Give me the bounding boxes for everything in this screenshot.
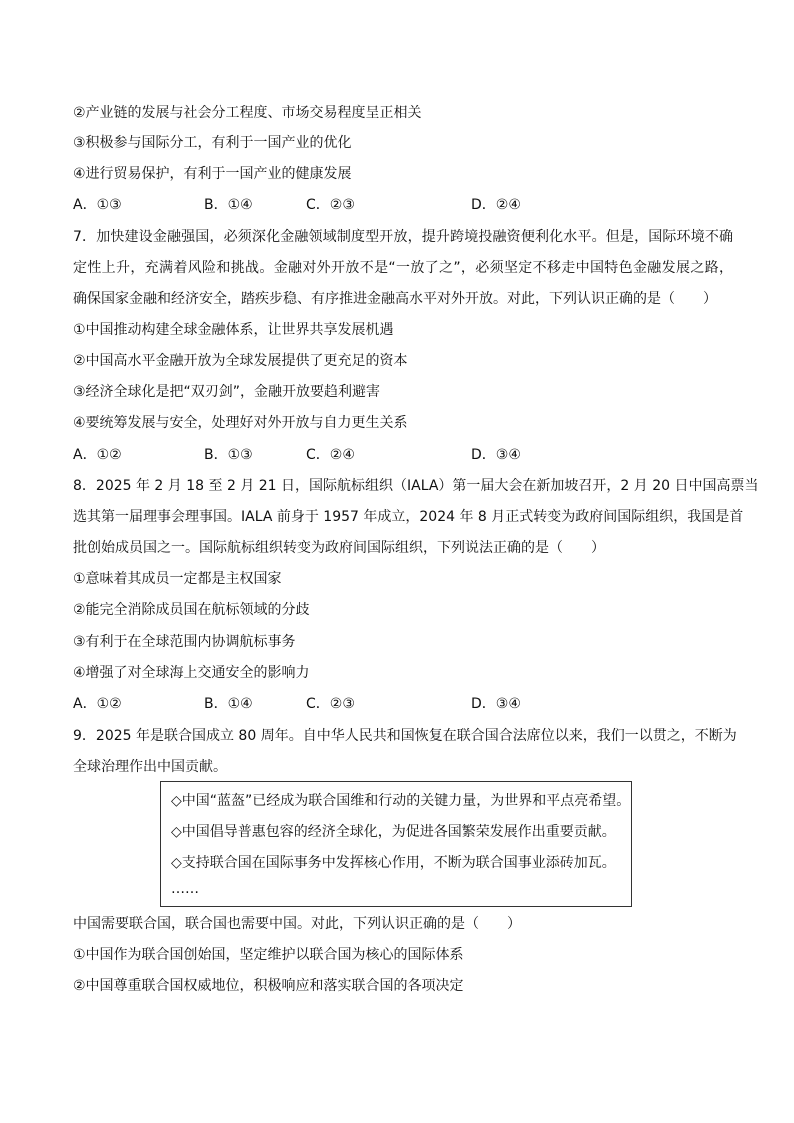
- q7-option-d: D．③④: [471, 447, 521, 463]
- q8-statement-4: ④增强了对全球海上交通安全的影响力: [73, 665, 310, 681]
- q7-option-c: C．②④: [306, 447, 355, 463]
- q8-option-d: D．③④: [471, 696, 521, 712]
- prev-option-c: C．②③: [306, 197, 355, 213]
- q9-statement-1: ①中国作为联合国创始国，坚定维护以联合国为核心的国际体系: [73, 947, 464, 963]
- q8-option-b: B．①④: [204, 696, 253, 712]
- q9-box-ellipsis: ……: [171, 881, 199, 897]
- q7-option-a: A．①②: [73, 447, 122, 463]
- q9-question-line: 中国需要联合国，联合国也需要中国。对此，下列认识正确的是（ ）: [73, 916, 521, 932]
- q9-box-line-1: ◇中国“蓝盔”已经成为联合国维和行动的关键力量，为世界和平点亮希望。: [171, 793, 631, 809]
- prev-statement-2: ②产业链的发展与社会分工程度、市场交易程度呈正相关: [73, 105, 422, 121]
- prev-statement-4: ④进行贸易保护，有利于一国产业的健康发展: [73, 166, 352, 182]
- q8-statement-1: ①意味着其成员一定都是主权国家: [73, 571, 282, 587]
- q8-stem-line-2: 选其第一届理事会理事国。IALA 前身于 1957 年成立，2024 年 8 月正式转变为政府间国际组织，我国是首: [73, 509, 744, 525]
- q8-statement-2: ②能完全消除成员国在航标领域的分歧: [73, 602, 310, 618]
- q8-stem-line-3: 批创始成员国之一。国际航标组织转变为政府间国际组织，下列说法正确的是（ ）: [73, 540, 605, 556]
- q8-statement-3: ③有利于在全球范围内协调航标事务: [73, 634, 296, 650]
- prev-option-d: D．②④: [471, 197, 521, 213]
- q9-statement-2: ②中国尊重联合国权威地位，积极响应和落实联合国的各项决定: [73, 978, 464, 994]
- q9-stem-line-1: 9．2025 年是联合国成立 80 周年。自中华人民共和国恢复在联合国合法席位以来，我们一以贯之，不断为: [73, 728, 737, 744]
- q9-box-line-2: ◇中国倡导普惠包容的经济全球化，为促进各国繁荣发展作出重要贡献。: [171, 824, 616, 840]
- q7-stem-line-3: 确保国家金融和经济安全，踏疾步稳、有序推进金融高水平对外开放。对此，下列认识正确的是（ ）: [73, 291, 717, 307]
- q7-stem-line-2: 定性上升，充满着风险和挑战。金融对外开放不是“一放了之”，必须坚定不移走中国特色金融发展之路，: [73, 260, 733, 276]
- q9-material-box: [160, 781, 632, 907]
- prev-option-a: A．①③: [73, 197, 122, 213]
- prev-option-b: B．①④: [204, 197, 253, 213]
- q7-stem-line-1: 7．加快建设金融强国，必须深化金融领域制度型开放，提升跨境投融资便利化水平。但是，国际环境不确: [73, 229, 733, 245]
- q8-option-c: C．②③: [306, 696, 355, 712]
- q7-statement-3: ③经济全球化是把“双刃剑”，金融开放要趋利避害: [73, 384, 381, 400]
- prev-statement-3: ③积极参与国际分工，有利于一国产业的优化: [73, 135, 352, 151]
- q7-statement-4: ④要统筹发展与安全，处理好对外开放与自力更生关系: [73, 415, 408, 431]
- q7-statement-2: ②中国高水平金融开放为全球发展提供了更充足的资本: [73, 353, 408, 369]
- q9-box-line-3: ◇支持联合国在国际事务中发挥核心作用，不断为联合国事业添砖加瓦。: [171, 855, 616, 871]
- q9-stem-line-2: 全球治理作出中国贡献。: [73, 759, 227, 775]
- q7-option-b: B．①③: [204, 447, 253, 463]
- q8-stem-line-1: 8．2025 年 2 月 18 至 2 月 21 日，国际航标组织（IALA）第一届大会在新加坡召开，2 月 20 日中国高票当: [73, 478, 759, 494]
- q8-option-a: A．①②: [73, 696, 122, 712]
- q7-statement-1: ①中国推动构建全球金融体系，让世界共享发展机遇: [73, 322, 394, 338]
